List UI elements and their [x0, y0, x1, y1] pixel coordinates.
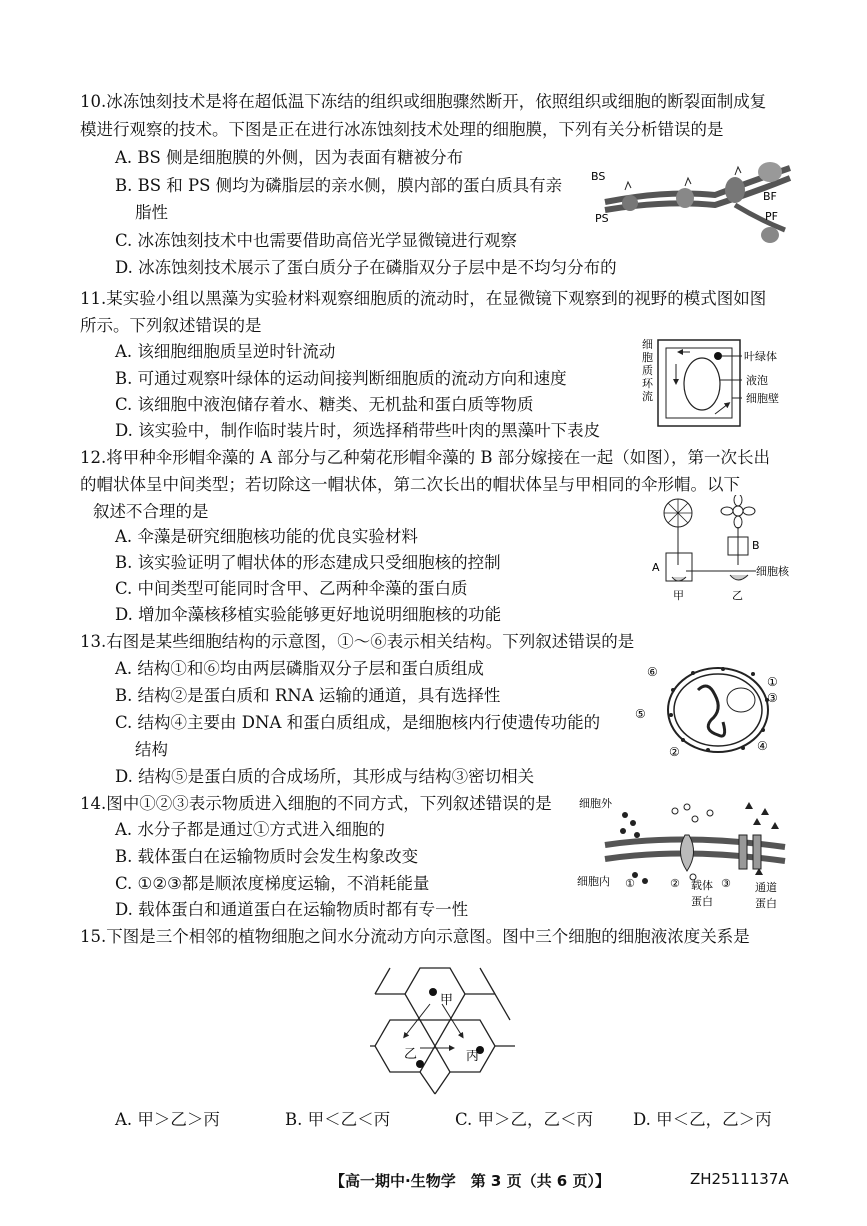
label-cell-jia: 甲	[440, 993, 454, 1008]
label-cell-bing: 丙	[466, 1049, 480, 1064]
label-structure-4: ④	[757, 739, 768, 753]
q13-option-c-cont: 结构	[135, 740, 168, 759]
cytoplasm-streaming-figure	[640, 334, 800, 434]
nucleus-structure-figure	[633, 660, 793, 760]
side-label-4: 环	[642, 377, 653, 390]
q15-option-a: A. 甲＞乙＞丙	[115, 1110, 220, 1129]
q14-option-c: C. ①②③都是顺浓度梯度运输，不消耗能量	[115, 874, 430, 893]
freeze-etching-membrane-figure	[585, 150, 795, 250]
acetabularia-graft-figure	[628, 495, 798, 605]
q12-stem-line3: 叙述不合理的是	[93, 502, 209, 521]
label-mode-2: ②	[670, 877, 680, 890]
q15-stem: 15.下图是三个相邻的植物细胞之间水分流动方向示意图。图中三个细胞的细胞液浓度关系是	[80, 927, 750, 946]
q12-stem-line1: 12.将甲种伞形帽伞藻的 A 部分与乙种菊花形帽伞藻的 B 部分嫁接在一起（如图），第一次长出	[80, 448, 771, 467]
label-yi: 乙	[732, 589, 743, 602]
membrane-transport-figure	[575, 795, 790, 915]
q10-option-c: C. 冰冻蚀刻技术中也需要借助高倍光学显微镜进行观察	[115, 231, 518, 250]
q14-option-d: D. 载体蛋白和通道蛋白在运输物质时都有专一性	[115, 900, 469, 919]
label-inside-cell: 细胞内	[577, 875, 610, 888]
label-structure-6: ⑥	[647, 665, 658, 679]
label-structure-5: ⑤	[635, 707, 646, 721]
label-jia: 甲	[673, 589, 684, 602]
q11-option-a: A. 该细胞细胞质呈逆时针流动	[115, 342, 336, 361]
q11-option-b: B. 可通过观察叶绿体的运动间接判断细胞质的流动方向和速度	[115, 369, 567, 388]
q13-option-b: B. 结构②是蛋白质和 RNA 运输的通道，具有选择性	[115, 686, 501, 705]
label-carrier-line2: 蛋白	[691, 895, 713, 908]
q10-option-d: D. 冰冻蚀刻技术展示了蛋白质分子在磷脂双分子层中是不均匀分布的	[115, 258, 617, 277]
document-code: ZH2511137A	[690, 1170, 789, 1188]
q12-option-c: C. 中间类型可能同时含甲、乙两种伞藻的蛋白质	[115, 579, 468, 598]
q15-option-c: C. 甲＞乙，乙＜丙	[455, 1110, 594, 1129]
label-outside-cell: 细胞外	[579, 797, 612, 810]
label-part-a: A	[652, 561, 660, 574]
q10-stem-line1: 10.冰冻蚀刻技术是将在超低温下冻结的组织或细胞骤然断开，依照组织或细胞的断裂面制成复	[80, 92, 767, 111]
q12-option-b: B. 该实验证明了帽状体的形态建成只受细胞核的控制	[115, 553, 501, 572]
side-label-2: 胞	[642, 351, 653, 364]
label-mode-3: ③	[721, 877, 731, 890]
q13-stem: 13.右图是某些细胞结构的示意图，①～⑥表示相关结构。下列叙述错误的是	[80, 632, 635, 651]
q13-option-d: D. 结构⑤是蛋白质的合成场所，其形成与结构③密切相关	[115, 767, 535, 786]
q10-option-a: A. BS 侧是细胞膜的外侧，因为表面有糖被分布	[115, 148, 464, 167]
q12-stem-line2: 的帽状体呈中间类型；若切除这一帽状体，第二次长出的帽状体呈与甲相同的伞形帽。以下	[80, 475, 740, 494]
label-carrier-line1: 载体	[691, 879, 713, 892]
q10-option-b: B. BS 和 PS 侧均为磷脂层的亲水侧，膜内部的蛋白质具有亲	[115, 176, 563, 195]
label-mode-1: ①	[625, 877, 635, 890]
label-channel-line2: 蛋白	[755, 897, 777, 910]
label-structure-3: ③	[767, 691, 778, 705]
side-label-5: 流	[642, 390, 653, 403]
q12-option-a: A. 伞藻是研究细胞核功能的优良实验材料	[115, 527, 418, 546]
q11-option-d: D. 该实验中，制作临时装片时，须选择稍带些叶肉的黑藻叶下表皮	[115, 421, 601, 440]
q15-option-d: D. 甲＜乙，乙＞丙	[633, 1110, 772, 1129]
q13-option-c: C. 结构④主要由 DNA 和蛋白质组成，是细胞核内行使遗传功能的	[115, 713, 601, 732]
side-label-1: 细	[642, 338, 653, 351]
label-nucleus: 细胞核	[756, 565, 789, 578]
side-label-3: 质	[642, 364, 653, 377]
q14-stem: 14.图中①②③表示物质进入细胞的不同方式，下列叙述错误的是	[80, 794, 552, 813]
label-bs: BS	[591, 170, 606, 183]
q14-option-a: A. 水分子都是通过①方式进入细胞的	[115, 820, 385, 839]
label-cell-yi: 乙	[404, 1047, 418, 1062]
label-pf: PF	[765, 210, 778, 223]
q11-stem-line1: 11.某实验小组以黑藻为实验材料观察细胞质的流动时，在显微镜下观察到的视野的模式图如图	[80, 289, 767, 308]
label-part-b: B	[752, 539, 760, 552]
label-bf: BF	[763, 190, 777, 203]
label-chloroplast: 叶绿体	[744, 350, 777, 363]
q12-option-d: D. 增加伞藻核移植实验能够更好地说明细胞核的功能	[115, 605, 502, 624]
label-ps: PS	[595, 212, 609, 225]
q11-stem-line2: 所示。下列叙述错误的是	[80, 316, 262, 335]
q10-stem-line2: 模进行观察的技术。下图是正在进行冰冻蚀刻技术处理的细胞膜，下列有关分析错误的是	[80, 120, 724, 139]
water-flow-cells-figure	[370, 956, 520, 1096]
q10-option-b-cont: 脂性	[135, 203, 168, 222]
q14-option-b: B. 载体蛋白在运输物质时会发生构象改变	[115, 847, 419, 866]
q11-option-c: C. 该细胞中液泡储存着水、糖类、无机盐和蛋白质等物质	[115, 395, 534, 414]
label-channel-line1: 通道	[755, 881, 777, 894]
q15-option-b: B. 甲＜乙＜丙	[285, 1110, 391, 1129]
label-vacuole: 液泡	[746, 374, 768, 387]
label-structure-1: ①	[767, 675, 778, 689]
page-footer-info: 【高一期中·生物学 第 3 页（共 6 页）】	[330, 1172, 610, 1190]
label-structure-2: ②	[669, 745, 680, 759]
q13-option-a: A. 结构①和⑥均由两层磷脂双分子层和蛋白质组成	[115, 659, 484, 678]
label-cell-wall: 细胞壁	[746, 392, 779, 405]
